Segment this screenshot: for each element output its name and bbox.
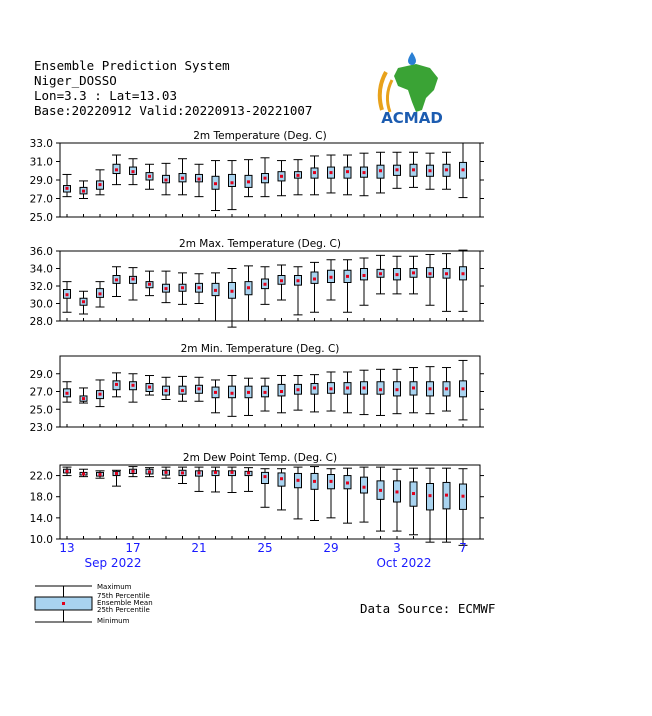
mean-marker xyxy=(148,386,151,389)
mean-marker xyxy=(82,397,85,400)
mean-marker xyxy=(462,495,465,498)
panel-title: 2m Dew Point Temp. (Deg. C) xyxy=(182,452,338,464)
mean-marker xyxy=(231,181,234,184)
mean-marker xyxy=(214,182,217,185)
mean-marker xyxy=(429,272,432,275)
y-tick-label: 18.0 xyxy=(29,491,53,504)
mean-marker xyxy=(165,389,168,392)
mean-marker xyxy=(132,470,135,473)
mean-marker xyxy=(82,472,85,475)
x-day-label: 29 xyxy=(323,541,339,555)
mean-marker xyxy=(264,475,267,478)
y-tick-label: 33.0 xyxy=(29,138,53,150)
y-tick-label: 29.0 xyxy=(29,368,53,381)
x-axis-labels xyxy=(59,541,466,570)
mean-marker xyxy=(132,278,135,281)
mean-marker xyxy=(330,387,333,390)
y-tick-label: 30.0 xyxy=(29,298,53,311)
y-tick-label: 36.0 xyxy=(29,246,53,258)
mean-marker xyxy=(214,391,217,394)
mean-marker xyxy=(297,388,300,391)
mean-marker xyxy=(412,386,415,389)
y-tick-label: 28.0 xyxy=(29,316,53,328)
y-tick-label: 14.0 xyxy=(29,512,53,525)
mean-marker xyxy=(247,286,250,289)
mean-marker xyxy=(462,272,465,275)
y-tick-label: 22.0 xyxy=(29,470,53,483)
mean-marker xyxy=(181,177,184,180)
mean-marker xyxy=(363,171,366,174)
mean-marker xyxy=(396,273,399,276)
mean-marker xyxy=(280,390,283,393)
mean-marker xyxy=(115,168,118,171)
y-tick-label: 32.0 xyxy=(29,281,53,293)
mean-marker xyxy=(165,471,168,474)
mean-marker xyxy=(82,190,85,193)
mean-marker xyxy=(66,392,69,395)
y-tick-label: 27.0 xyxy=(29,386,53,399)
mean-marker xyxy=(115,383,118,386)
mean-marker xyxy=(264,391,267,394)
mean-marker xyxy=(99,183,102,186)
y-tick-label: 25.0 xyxy=(29,404,53,417)
iqr-box xyxy=(361,477,368,493)
forecast-dates: Base:20220912 Valid:20220913-20221007 xyxy=(34,103,313,118)
legend-mean-marker xyxy=(62,602,65,605)
mean-marker xyxy=(429,494,432,497)
panel-frame xyxy=(60,251,480,321)
mean-marker xyxy=(66,187,69,190)
mean-marker xyxy=(165,179,168,182)
mean-marker xyxy=(181,286,184,289)
mean-marker xyxy=(198,286,201,289)
mean-marker xyxy=(346,170,349,173)
mean-marker xyxy=(379,169,382,172)
mean-marker xyxy=(313,480,316,483)
mean-marker xyxy=(247,180,250,183)
y-tick-label: 34.0 xyxy=(29,263,53,276)
mean-marker xyxy=(445,168,448,171)
mean-marker xyxy=(148,175,151,178)
y-tick-label: 27.0 xyxy=(29,193,53,206)
mean-marker xyxy=(247,391,250,394)
iqr-box xyxy=(229,174,236,186)
mean-marker xyxy=(165,287,168,290)
mean-marker xyxy=(198,471,201,474)
mean-marker xyxy=(66,470,69,473)
mean-marker xyxy=(462,168,465,171)
mean-marker xyxy=(313,171,316,174)
mean-marker xyxy=(363,386,366,389)
location-name: Niger_DOSSO xyxy=(34,73,117,88)
legend-label: Maximum xyxy=(97,583,132,591)
x-day-label: 13 xyxy=(59,541,75,555)
x-day-label: 17 xyxy=(125,541,141,555)
mean-marker xyxy=(412,168,415,171)
mean-marker xyxy=(297,279,300,282)
mean-marker xyxy=(379,489,382,492)
mean-marker xyxy=(280,175,283,178)
panel-4 xyxy=(30,452,484,546)
mean-marker xyxy=(462,387,465,390)
mean-marker xyxy=(181,471,184,474)
mean-marker xyxy=(247,471,250,474)
mean-marker xyxy=(330,276,333,279)
mean-marker xyxy=(297,174,300,177)
panel-1 xyxy=(30,130,484,224)
data-source: Data Source: ECMWF xyxy=(360,601,496,616)
mean-marker xyxy=(115,472,118,475)
mean-marker xyxy=(396,388,399,391)
mean-marker xyxy=(363,486,366,489)
legend xyxy=(35,583,153,625)
panel-frame xyxy=(60,143,480,217)
mean-marker xyxy=(412,271,415,274)
legend-label: 75th Percentile xyxy=(97,592,150,600)
x-day-label: 21 xyxy=(191,541,207,555)
mean-marker xyxy=(313,278,316,281)
logo-text: ACMAD xyxy=(381,109,443,125)
x-day-label: 25 xyxy=(257,541,273,555)
mean-marker xyxy=(148,470,151,473)
mean-marker xyxy=(363,274,366,277)
mean-marker xyxy=(132,384,135,387)
mean-marker xyxy=(280,477,283,480)
legend-label: Ensemble Mean xyxy=(97,599,153,607)
y-tick-label: 31.0 xyxy=(29,156,53,169)
mean-marker xyxy=(99,473,102,476)
mean-marker xyxy=(313,386,316,389)
x-month-label: Sep 2022 xyxy=(84,556,142,570)
mean-marker xyxy=(280,279,283,282)
mean-marker xyxy=(264,177,267,180)
panel-title: 2m Max. Temperature (Deg. C) xyxy=(179,238,341,250)
mean-marker xyxy=(396,490,399,493)
mean-marker xyxy=(264,283,267,286)
legend-label: Minimum xyxy=(97,617,130,625)
mean-marker xyxy=(99,393,102,396)
mean-marker xyxy=(99,292,102,295)
mean-marker xyxy=(330,480,333,483)
mean-marker xyxy=(346,386,349,389)
mean-marker xyxy=(132,170,135,173)
panel-title: 2m Temperature (Deg. C) xyxy=(193,130,327,142)
x-day-label: 3 xyxy=(393,541,401,555)
mean-marker xyxy=(346,481,349,484)
mean-marker xyxy=(429,169,432,172)
mean-marker xyxy=(231,290,234,293)
mean-marker xyxy=(115,278,118,281)
y-tick-label: 25.0 xyxy=(29,212,53,224)
x-day-label: 7 xyxy=(459,541,467,555)
legend-label: 25th Percentile xyxy=(97,606,150,614)
mean-marker xyxy=(297,479,300,482)
panel-3 xyxy=(30,343,484,434)
y-tick-label: 29.0 xyxy=(29,175,53,187)
mean-marker xyxy=(66,293,69,296)
mean-marker xyxy=(181,389,184,392)
y-tick-label: 10.0 xyxy=(29,534,53,546)
mean-marker xyxy=(330,171,333,174)
mean-marker xyxy=(214,289,217,292)
mean-marker xyxy=(445,494,448,497)
mean-marker xyxy=(412,492,415,495)
iqr-box xyxy=(377,382,384,394)
mean-marker xyxy=(198,178,201,181)
mean-marker xyxy=(214,471,217,474)
mean-marker xyxy=(346,275,349,278)
mean-marker xyxy=(379,388,382,391)
panel-title: 2m Min. Temperature (Deg. C) xyxy=(180,343,340,355)
mean-marker xyxy=(379,272,382,275)
mean-marker xyxy=(148,283,151,286)
system-title: Ensemble Prediction System xyxy=(34,58,230,73)
mean-marker xyxy=(445,272,448,275)
x-month-label: Oct 2022 xyxy=(376,556,432,570)
mean-marker xyxy=(396,168,399,171)
mean-marker xyxy=(198,387,201,390)
mean-marker xyxy=(231,392,234,395)
mean-marker xyxy=(445,387,448,390)
y-tick-label: 23.0 xyxy=(29,422,53,434)
panel-2 xyxy=(30,238,484,328)
mean-marker xyxy=(429,387,432,390)
mean-marker xyxy=(231,471,234,474)
coordinates: Lon=3.3 : Lat=13.03 xyxy=(34,88,177,103)
mean-marker xyxy=(82,300,85,303)
